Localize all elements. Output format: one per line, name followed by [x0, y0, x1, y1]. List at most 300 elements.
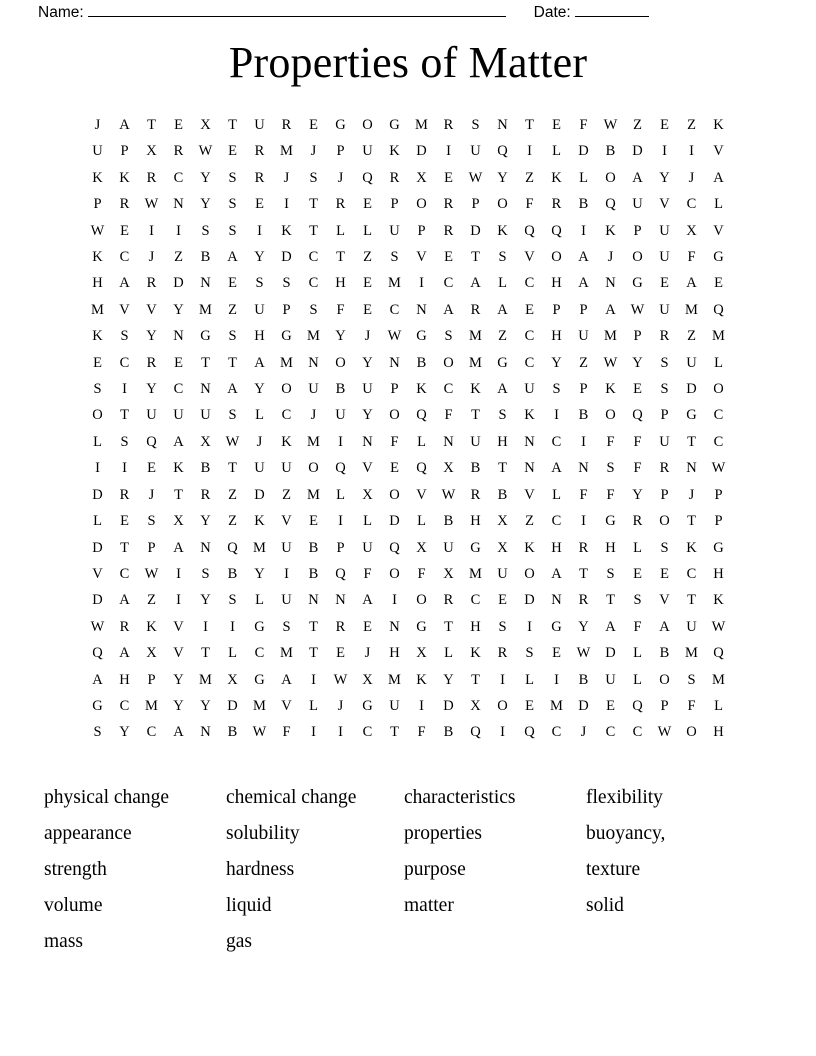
- grid-cell[interactable]: K: [173, 460, 184, 477]
- grid-cell[interactable]: K: [470, 645, 481, 662]
- grid-cell[interactable]: G: [713, 249, 724, 266]
- grid-cell[interactable]: O: [632, 249, 643, 266]
- grid-cell[interactable]: Q: [605, 196, 616, 213]
- grid-cell[interactable]: R: [578, 539, 589, 556]
- grid-cell[interactable]: Y: [173, 671, 184, 688]
- grid-cell[interactable]: P: [417, 222, 426, 239]
- grid-cell[interactable]: R: [173, 143, 184, 160]
- grid-cell[interactable]: O: [605, 407, 616, 424]
- grid-cell[interactable]: M: [307, 433, 320, 450]
- grid-cell[interactable]: C: [551, 724, 562, 741]
- grid-cell[interactable]: S: [228, 592, 237, 609]
- grid-cell[interactable]: R: [146, 354, 157, 371]
- grid-cell[interactable]: K: [470, 381, 481, 398]
- word-list-item[interactable]: volume: [44, 895, 103, 916]
- grid-cell[interactable]: V: [416, 249, 427, 266]
- grid-cell[interactable]: T: [120, 407, 129, 424]
- grid-cell[interactable]: B: [200, 249, 211, 266]
- grid-cell[interactable]: R: [659, 460, 670, 477]
- grid-cell[interactable]: I: [122, 460, 127, 477]
- grid-cell[interactable]: G: [362, 697, 373, 714]
- grid-cell[interactable]: S: [687, 671, 696, 688]
- grid-cell[interactable]: F: [606, 433, 615, 450]
- grid-cell[interactable]: P: [390, 381, 399, 398]
- grid-cell[interactable]: O: [92, 407, 103, 424]
- grid-cell[interactable]: K: [389, 143, 400, 160]
- grid-cell[interactable]: C: [119, 565, 130, 582]
- grid-cell[interactable]: B: [443, 513, 454, 530]
- grid-cell[interactable]: J: [94, 117, 101, 133]
- grid-cell[interactable]: T: [228, 354, 237, 371]
- grid-cell[interactable]: V: [281, 513, 292, 530]
- grid-cell[interactable]: T: [444, 618, 453, 635]
- grid-cell[interactable]: S: [660, 354, 669, 371]
- grid-cell[interactable]: R: [335, 618, 346, 635]
- grid-cell[interactable]: K: [551, 169, 562, 186]
- grid-cell[interactable]: Y: [173, 301, 184, 318]
- grid-cell[interactable]: E: [660, 275, 669, 292]
- grid-cell[interactable]: U: [605, 671, 616, 688]
- grid-cell[interactable]: O: [551, 249, 562, 266]
- grid-cell[interactable]: C: [443, 381, 454, 398]
- grid-cell[interactable]: G: [632, 275, 643, 292]
- grid-cell[interactable]: K: [281, 222, 292, 239]
- grid-cell[interactable]: B: [578, 196, 589, 213]
- grid-cell[interactable]: M: [550, 697, 563, 714]
- grid-cell[interactable]: U: [362, 143, 373, 160]
- grid-cell[interactable]: V: [92, 565, 103, 582]
- grid-cell[interactable]: H: [551, 328, 562, 345]
- grid-cell[interactable]: N: [173, 196, 184, 213]
- grid-cell[interactable]: R: [632, 513, 643, 530]
- grid-cell[interactable]: N: [443, 433, 454, 450]
- grid-cell[interactable]: A: [578, 249, 589, 266]
- grid-cell[interactable]: X: [443, 565, 454, 582]
- grid-cell[interactable]: D: [92, 539, 103, 556]
- grid-cell[interactable]: E: [363, 301, 372, 318]
- grid-cell[interactable]: J: [148, 249, 155, 266]
- grid-cell[interactable]: N: [308, 592, 319, 609]
- grid-cell[interactable]: I: [581, 433, 586, 450]
- grid-cell[interactable]: A: [551, 460, 562, 477]
- grid-cell[interactable]: U: [659, 301, 670, 318]
- grid-cell[interactable]: A: [497, 301, 508, 318]
- grid-cell[interactable]: P: [660, 486, 669, 503]
- grid-cell[interactable]: Q: [389, 539, 400, 556]
- grid-cell[interactable]: X: [416, 645, 427, 662]
- grid-cell[interactable]: P: [93, 196, 102, 213]
- grid-cell[interactable]: J: [148, 486, 155, 503]
- grid-cell[interactable]: L: [417, 433, 426, 450]
- grid-cell[interactable]: Y: [254, 249, 265, 266]
- grid-cell[interactable]: O: [659, 671, 670, 688]
- grid-cell[interactable]: T: [309, 645, 318, 662]
- grid-cell[interactable]: C: [686, 196, 697, 213]
- grid-cell[interactable]: E: [120, 222, 129, 239]
- grid-cell[interactable]: C: [119, 354, 130, 371]
- grid-cell[interactable]: F: [363, 565, 372, 582]
- grid-cell[interactable]: C: [173, 169, 184, 186]
- grid-cell[interactable]: G: [686, 407, 697, 424]
- grid-cell[interactable]: Z: [363, 249, 372, 266]
- grid-cell[interactable]: R: [200, 486, 211, 503]
- grid-cell[interactable]: T: [309, 222, 318, 239]
- grid-cell[interactable]: M: [280, 645, 293, 662]
- grid-cell[interactable]: U: [659, 222, 670, 239]
- grid-cell[interactable]: C: [281, 407, 292, 424]
- grid-cell[interactable]: S: [606, 460, 615, 477]
- grid-cell[interactable]: Z: [228, 513, 237, 530]
- grid-cell[interactable]: T: [579, 565, 588, 582]
- grid-cell[interactable]: S: [633, 592, 642, 609]
- grid-cell[interactable]: D: [227, 697, 238, 714]
- grid-cell[interactable]: N: [173, 328, 184, 345]
- grid-cell[interactable]: O: [308, 460, 319, 477]
- grid-cell[interactable]: U: [686, 618, 697, 635]
- grid-cell[interactable]: V: [173, 645, 184, 662]
- grid-cell[interactable]: F: [633, 460, 642, 477]
- grid-cell[interactable]: A: [173, 539, 184, 556]
- grid-cell[interactable]: T: [336, 249, 345, 266]
- grid-cell[interactable]: W: [90, 222, 105, 239]
- grid-cell[interactable]: E: [336, 645, 345, 662]
- grid-cell[interactable]: A: [605, 618, 616, 635]
- grid-cell[interactable]: S: [660, 381, 669, 398]
- grid-cell[interactable]: U: [470, 143, 481, 160]
- grid-cell[interactable]: T: [687, 433, 696, 450]
- grid-cell[interactable]: A: [578, 275, 589, 292]
- grid-cell[interactable]: I: [176, 222, 181, 239]
- grid-cell[interactable]: S: [498, 249, 507, 266]
- grid-cell[interactable]: J: [580, 724, 587, 741]
- grid-cell[interactable]: Q: [227, 539, 238, 556]
- grid-cell[interactable]: M: [199, 301, 212, 318]
- grid-cell[interactable]: S: [228, 328, 237, 345]
- grid-cell[interactable]: Q: [470, 724, 481, 741]
- grid-cell[interactable]: S: [120, 433, 129, 450]
- grid-cell[interactable]: G: [497, 354, 508, 371]
- grid-cell[interactable]: B: [497, 486, 508, 503]
- grid-cell[interactable]: N: [308, 354, 319, 371]
- grid-cell[interactable]: B: [443, 724, 454, 741]
- word-list-item[interactable]: properties: [404, 823, 482, 844]
- grid-cell[interactable]: T: [309, 618, 318, 635]
- grid-cell[interactable]: N: [524, 460, 535, 477]
- grid-cell[interactable]: F: [417, 724, 426, 741]
- grid-cell[interactable]: K: [686, 539, 697, 556]
- grid-cell[interactable]: L: [255, 592, 264, 609]
- grid-cell[interactable]: O: [362, 117, 373, 133]
- grid-cell[interactable]: W: [711, 618, 726, 635]
- grid-cell[interactable]: B: [308, 565, 319, 582]
- grid-cell[interactable]: U: [524, 381, 535, 398]
- grid-cell[interactable]: H: [92, 275, 103, 292]
- grid-cell[interactable]: X: [362, 671, 373, 688]
- grid-cell[interactable]: K: [605, 381, 616, 398]
- grid-cell[interactable]: L: [444, 645, 453, 662]
- grid-cell[interactable]: W: [603, 117, 618, 133]
- grid-cell[interactable]: Q: [146, 433, 157, 450]
- grid-cell[interactable]: Q: [524, 724, 535, 741]
- grid-cell[interactable]: N: [389, 354, 400, 371]
- grid-cell[interactable]: R: [443, 222, 454, 239]
- grid-cell[interactable]: L: [336, 486, 345, 503]
- grid-cell[interactable]: M: [253, 539, 266, 556]
- grid-cell[interactable]: C: [524, 275, 535, 292]
- grid-cell[interactable]: E: [309, 117, 318, 133]
- grid-cell[interactable]: C: [119, 697, 130, 714]
- grid-cell[interactable]: W: [603, 354, 618, 371]
- grid-cell[interactable]: D: [173, 275, 184, 292]
- grid-cell[interactable]: A: [173, 433, 184, 450]
- grid-cell[interactable]: A: [470, 275, 481, 292]
- grid-cell[interactable]: J: [688, 486, 695, 503]
- grid-cell[interactable]: A: [632, 169, 643, 186]
- grid-cell[interactable]: R: [281, 117, 292, 133]
- grid-cell[interactable]: E: [552, 117, 561, 133]
- grid-cell[interactable]: R: [335, 196, 346, 213]
- grid-cell[interactable]: U: [308, 381, 319, 398]
- grid-cell[interactable]: X: [443, 460, 454, 477]
- grid-cell[interactable]: A: [659, 618, 670, 635]
- word-list-item[interactable]: matter: [404, 895, 454, 916]
- grid-cell[interactable]: C: [551, 513, 562, 530]
- grid-cell[interactable]: U: [254, 117, 265, 133]
- grid-cell[interactable]: V: [173, 618, 184, 635]
- grid-cell[interactable]: Y: [362, 407, 373, 424]
- grid-cell[interactable]: S: [309, 169, 318, 186]
- grid-cell[interactable]: P: [633, 222, 642, 239]
- grid-cell[interactable]: N: [200, 381, 211, 398]
- grid-cell[interactable]: M: [469, 565, 482, 582]
- grid-cell[interactable]: E: [390, 460, 399, 477]
- grid-cell[interactable]: K: [92, 169, 103, 186]
- grid-cell[interactable]: B: [578, 671, 589, 688]
- grid-cell[interactable]: X: [227, 671, 238, 688]
- date-input-line[interactable]: [575, 4, 649, 17]
- grid-cell[interactable]: W: [198, 143, 213, 160]
- grid-cell[interactable]: I: [581, 513, 586, 530]
- grid-cell[interactable]: G: [470, 539, 481, 556]
- grid-cell[interactable]: T: [471, 671, 480, 688]
- grid-cell[interactable]: B: [470, 460, 481, 477]
- grid-cell[interactable]: J: [364, 328, 371, 345]
- grid-cell[interactable]: D: [524, 592, 535, 609]
- grid-cell[interactable]: D: [443, 697, 454, 714]
- grid-cell[interactable]: N: [200, 275, 211, 292]
- grid-cell[interactable]: Z: [633, 117, 642, 133]
- grid-cell[interactable]: Q: [362, 169, 373, 186]
- grid-cell[interactable]: D: [578, 697, 589, 714]
- grid-cell[interactable]: F: [336, 301, 345, 318]
- grid-cell[interactable]: A: [686, 275, 697, 292]
- grid-cell[interactable]: V: [659, 592, 670, 609]
- grid-cell[interactable]: P: [471, 196, 480, 213]
- grid-cell[interactable]: L: [714, 196, 723, 213]
- grid-cell[interactable]: M: [685, 301, 698, 318]
- grid-cell[interactable]: M: [604, 328, 617, 345]
- grid-cell[interactable]: P: [579, 301, 588, 318]
- grid-cell[interactable]: V: [713, 143, 724, 160]
- grid-cell[interactable]: M: [685, 645, 698, 662]
- word-list-item[interactable]: flexibility: [586, 787, 663, 808]
- grid-cell[interactable]: M: [469, 328, 482, 345]
- grid-cell[interactable]: X: [497, 539, 508, 556]
- grid-cell[interactable]: O: [524, 565, 535, 582]
- grid-cell[interactable]: S: [390, 249, 399, 266]
- grid-cell[interactable]: W: [252, 724, 267, 741]
- grid-cell[interactable]: U: [389, 222, 400, 239]
- grid-cell[interactable]: I: [284, 565, 289, 582]
- grid-cell[interactable]: S: [255, 275, 264, 292]
- grid-cell[interactable]: J: [607, 249, 614, 266]
- grid-cell[interactable]: K: [254, 513, 265, 530]
- grid-cell[interactable]: G: [416, 328, 427, 345]
- grid-cell[interactable]: V: [119, 301, 130, 318]
- grid-cell[interactable]: M: [280, 354, 293, 371]
- grid-cell[interactable]: N: [524, 433, 535, 450]
- grid-cell[interactable]: P: [579, 381, 588, 398]
- grid-cell[interactable]: T: [390, 724, 399, 741]
- grid-cell[interactable]: U: [632, 196, 643, 213]
- grid-cell[interactable]: X: [173, 513, 184, 530]
- grid-cell[interactable]: S: [282, 618, 291, 635]
- grid-cell[interactable]: A: [551, 565, 562, 582]
- grid-cell[interactable]: Q: [416, 407, 427, 424]
- grid-cell[interactable]: U: [362, 381, 373, 398]
- grid-cell[interactable]: O: [659, 513, 670, 530]
- grid-cell[interactable]: O: [389, 486, 400, 503]
- grid-cell[interactable]: L: [93, 513, 102, 530]
- grid-cell[interactable]: T: [147, 117, 156, 133]
- grid-cell[interactable]: W: [333, 671, 348, 688]
- grid-cell[interactable]: H: [713, 724, 724, 741]
- grid-cell[interactable]: Z: [579, 354, 588, 371]
- grid-cell[interactable]: X: [362, 486, 373, 503]
- grid-cell[interactable]: R: [497, 645, 508, 662]
- grid-cell[interactable]: I: [95, 460, 100, 477]
- grid-cell[interactable]: L: [714, 697, 723, 714]
- grid-cell[interactable]: N: [200, 539, 211, 556]
- grid-cell[interactable]: U: [362, 539, 373, 556]
- grid-cell[interactable]: C: [605, 724, 616, 741]
- grid-cell[interactable]: W: [468, 169, 483, 186]
- grid-cell[interactable]: I: [284, 196, 289, 213]
- grid-cell[interactable]: M: [307, 328, 320, 345]
- grid-cell[interactable]: S: [282, 275, 291, 292]
- grid-cell[interactable]: Y: [443, 671, 454, 688]
- grid-cell[interactable]: Y: [632, 354, 643, 371]
- grid-cell[interactable]: S: [120, 328, 129, 345]
- grid-cell[interactable]: U: [578, 328, 589, 345]
- grid-cell[interactable]: O: [497, 196, 508, 213]
- grid-cell[interactable]: E: [147, 460, 156, 477]
- grid-cell[interactable]: Y: [200, 169, 211, 186]
- grid-cell[interactable]: H: [335, 275, 346, 292]
- grid-cell[interactable]: E: [714, 275, 723, 292]
- grid-cell[interactable]: C: [389, 301, 400, 318]
- word-list-item[interactable]: hardness: [226, 859, 295, 880]
- grid-cell[interactable]: U: [335, 407, 346, 424]
- grid-cell[interactable]: O: [281, 381, 292, 398]
- grid-cell[interactable]: H: [551, 539, 562, 556]
- grid-cell[interactable]: I: [311, 724, 316, 741]
- grid-cell[interactable]: O: [389, 407, 400, 424]
- grid-cell[interactable]: N: [686, 460, 697, 477]
- grid-cell[interactable]: T: [606, 592, 615, 609]
- grid-cell[interactable]: D: [92, 592, 103, 609]
- grid-cell[interactable]: I: [662, 143, 667, 160]
- grid-cell[interactable]: T: [687, 592, 696, 609]
- grid-cell[interactable]: R: [578, 592, 589, 609]
- grid-cell[interactable]: C: [362, 724, 373, 741]
- grid-cell[interactable]: R: [443, 592, 454, 609]
- grid-cell[interactable]: K: [281, 433, 292, 450]
- grid-cell[interactable]: E: [498, 592, 507, 609]
- grid-cell[interactable]: Z: [228, 486, 237, 503]
- grid-cell[interactable]: F: [687, 249, 696, 266]
- grid-cell[interactable]: A: [281, 671, 292, 688]
- grid-cell[interactable]: C: [146, 724, 157, 741]
- grid-cell[interactable]: C: [713, 433, 724, 450]
- grid-cell[interactable]: D: [605, 645, 616, 662]
- grid-cell[interactable]: L: [255, 407, 264, 424]
- grid-cell[interactable]: G: [416, 618, 427, 635]
- grid-cell[interactable]: Z: [525, 169, 534, 186]
- grid-cell[interactable]: L: [552, 486, 561, 503]
- grid-cell[interactable]: Z: [174, 249, 183, 266]
- grid-cell[interactable]: D: [389, 513, 400, 530]
- grid-cell[interactable]: F: [687, 697, 696, 714]
- grid-cell[interactable]: A: [227, 381, 238, 398]
- grid-cell[interactable]: D: [686, 381, 697, 398]
- grid-cell[interactable]: I: [149, 222, 154, 239]
- grid-cell[interactable]: F: [417, 565, 426, 582]
- grid-cell[interactable]: C: [254, 645, 265, 662]
- word-list-item[interactable]: buoyancy,: [586, 823, 666, 844]
- grid-cell[interactable]: S: [93, 381, 102, 398]
- grid-cell[interactable]: A: [173, 724, 184, 741]
- grid-cell[interactable]: I: [554, 407, 559, 424]
- grid-cell[interactable]: Y: [578, 618, 589, 635]
- grid-cell[interactable]: Y: [200, 592, 211, 609]
- grid-cell[interactable]: U: [173, 407, 184, 424]
- grid-cell[interactable]: T: [174, 486, 183, 503]
- grid-cell[interactable]: Z: [147, 592, 156, 609]
- word-list-item[interactable]: physical change: [44, 787, 170, 808]
- grid-cell[interactable]: X: [146, 645, 157, 662]
- grid-cell[interactable]: I: [176, 592, 181, 609]
- grid-cell[interactable]: W: [630, 301, 645, 318]
- grid-cell[interactable]: U: [281, 539, 292, 556]
- grid-cell[interactable]: E: [660, 565, 669, 582]
- grid-cell[interactable]: Y: [119, 724, 130, 741]
- grid-cell[interactable]: L: [498, 275, 507, 292]
- grid-cell[interactable]: J: [337, 697, 344, 714]
- grid-cell[interactable]: U: [470, 433, 481, 450]
- grid-cell[interactable]: A: [713, 169, 724, 186]
- grid-cell[interactable]: G: [281, 328, 292, 345]
- grid-cell[interactable]: S: [471, 117, 480, 133]
- grid-cell[interactable]: D: [254, 486, 265, 503]
- grid-cell[interactable]: E: [444, 169, 453, 186]
- grid-cell[interactable]: P: [390, 196, 399, 213]
- grid-cell[interactable]: B: [335, 381, 346, 398]
- grid-cell[interactable]: E: [633, 381, 642, 398]
- grid-cell[interactable]: Y: [497, 169, 508, 186]
- grid-cell[interactable]: W: [387, 328, 402, 345]
- grid-cell[interactable]: I: [500, 724, 505, 741]
